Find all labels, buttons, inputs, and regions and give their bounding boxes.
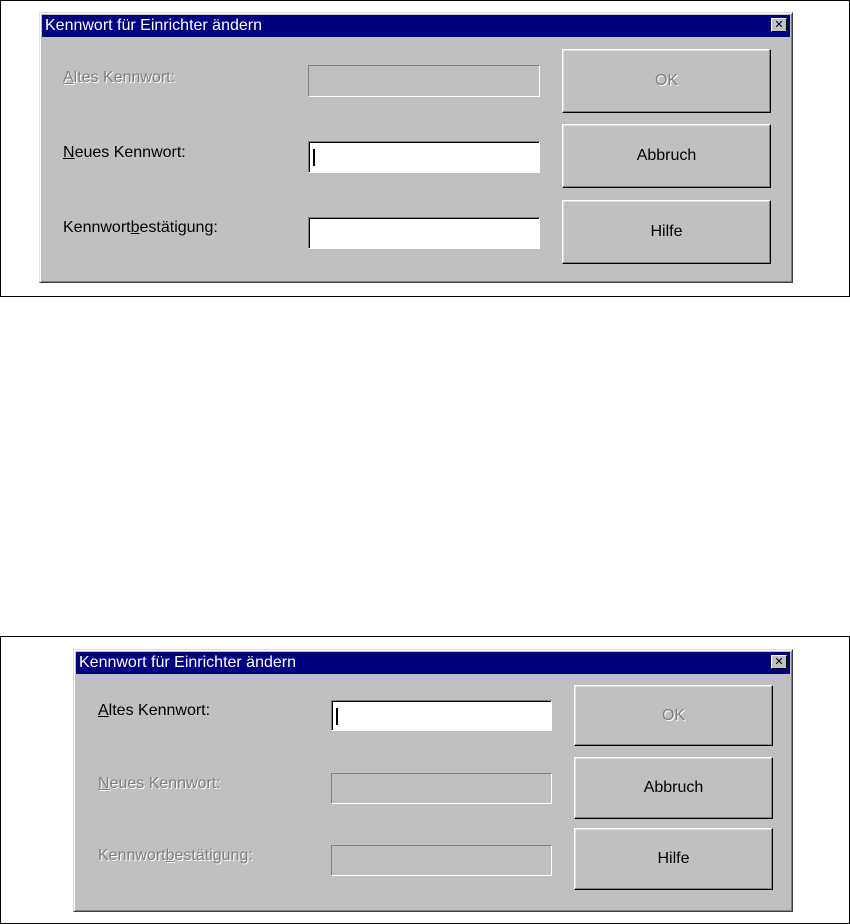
cancel-button[interactable]: Abbruch [574,757,773,819]
close-icon: ✕ [774,655,784,668]
new-password-label: Neues Kennwort: [63,144,186,161]
confirm-password-field [331,845,552,876]
new-password-label: Neues Kennwort: [98,775,221,792]
title-bar[interactable] [42,15,790,37]
confirm-password-field[interactable] [308,217,540,249]
close-button[interactable] [771,18,787,32]
change-password-dialog-2 [73,649,793,912]
close-button[interactable] [771,655,787,669]
old-password-label: Altes Kennwort: [98,702,211,719]
ok-button: OK [574,685,773,746]
title-bar[interactable] [76,652,790,674]
confirm-password-label: Kennwortbestätigung: [63,219,218,236]
change-password-dialog-1 [39,12,793,283]
dialog-title: Kennwort für Einrichter ändern [45,17,262,34]
close-icon: ✕ [774,18,784,31]
confirm-password-label: Kennwortbestätigung: [98,847,253,864]
old-password-field [308,65,540,97]
help-button[interactable]: Hilfe [574,828,773,890]
dialog-title: Kennwort für Einrichter ändern [79,654,296,671]
old-password-field[interactable] [331,700,552,731]
new-password-field [331,773,552,804]
new-password-field[interactable] [308,141,540,173]
cancel-button[interactable]: Abbruch [562,124,771,188]
text-caret [336,708,338,725]
ok-button: OK [562,49,771,113]
text-caret [313,149,315,166]
old-password-label: Altes Kennwort: [63,69,176,86]
help-button[interactable]: Hilfe [562,200,771,264]
